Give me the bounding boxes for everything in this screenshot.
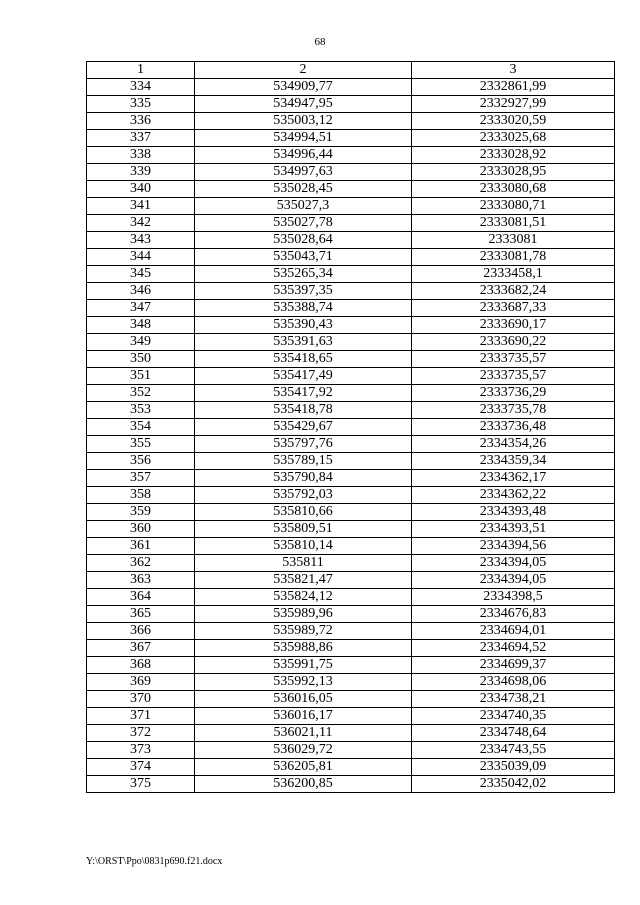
point-number-cell: 351 <box>87 368 195 385</box>
table-row <box>87 725 615 742</box>
coordinate-x-cell: 535797,76 <box>195 436 412 453</box>
table-row <box>87 759 615 776</box>
point-number-cell: 366 <box>87 623 195 640</box>
coordinate-y-cell: 2333735,57 <box>412 351 615 368</box>
coordinate-y-cell: 2334394,05 <box>412 572 615 589</box>
coordinate-x-cell: 535391,63 <box>195 334 412 351</box>
coordinate-x-cell: 535811 <box>195 555 412 572</box>
table-row <box>87 215 615 232</box>
coordinate-x-cell: 535809,51 <box>195 521 412 538</box>
coordinate-y-cell: 2335042,02 <box>412 776 615 793</box>
coordinate-y-cell: 2333736,29 <box>412 385 615 402</box>
table-row <box>87 334 615 351</box>
point-number-cell: 347 <box>87 300 195 317</box>
table-row <box>87 79 615 96</box>
coordinate-y-cell: 2333028,95 <box>412 164 615 181</box>
table-row <box>87 521 615 538</box>
coordinate-x-cell: 536205,81 <box>195 759 412 776</box>
coordinate-x-cell: 535992,13 <box>195 674 412 691</box>
point-number-cell: 371 <box>87 708 195 725</box>
coordinate-y-cell: 2334394,56 <box>412 538 615 555</box>
coordinate-y-cell: 2334740,35 <box>412 708 615 725</box>
point-number-cell: 368 <box>87 657 195 674</box>
coordinate-y-cell: 2333682,24 <box>412 283 615 300</box>
coordinate-x-cell: 534909,77 <box>195 79 412 96</box>
coordinate-y-cell: 2334393,48 <box>412 504 615 521</box>
coordinate-y-cell: 2334359,34 <box>412 453 615 470</box>
coordinate-y-cell: 2333735,78 <box>412 402 615 419</box>
coordinate-y-cell: 2334748,64 <box>412 725 615 742</box>
table-row <box>87 589 615 606</box>
table-row <box>87 572 615 589</box>
coordinate-y-cell: 2333081,78 <box>412 249 615 266</box>
coordinate-x-cell: 535989,96 <box>195 606 412 623</box>
coordinate-y-cell: 2334698,06 <box>412 674 615 691</box>
point-number-cell: 363 <box>87 572 195 589</box>
table-row <box>87 249 615 266</box>
coordinate-y-cell: 2334699,37 <box>412 657 615 674</box>
point-number-cell: 356 <box>87 453 195 470</box>
coordinate-y-cell: 2334398,5 <box>412 589 615 606</box>
point-number-cell: 358 <box>87 487 195 504</box>
coordinate-y-cell: 2333080,68 <box>412 181 615 198</box>
coordinate-x-cell: 535028,64 <box>195 232 412 249</box>
table-row <box>87 283 615 300</box>
coordinate-y-cell: 2334676,83 <box>412 606 615 623</box>
table-row <box>87 708 615 725</box>
footer-file-path: Y:\ORST\Ppo\0831p690.f21.docx <box>86 856 223 867</box>
point-number-cell: 365 <box>87 606 195 623</box>
point-number-cell: 357 <box>87 470 195 487</box>
point-number-cell: 354 <box>87 419 195 436</box>
coordinate-x-cell: 535043,71 <box>195 249 412 266</box>
coordinate-y-cell: 2333025,68 <box>412 130 615 147</box>
coordinate-y-cell: 2333028,92 <box>412 147 615 164</box>
table-row <box>87 691 615 708</box>
coordinate-x-cell: 536016,17 <box>195 708 412 725</box>
point-number-cell: 360 <box>87 521 195 538</box>
table-row <box>87 113 615 130</box>
coordinate-x-cell: 535027,3 <box>195 198 412 215</box>
point-number-cell: 364 <box>87 589 195 606</box>
point-number-cell: 344 <box>87 249 195 266</box>
point-number-cell: 340 <box>87 181 195 198</box>
coordinate-x-cell: 536029,72 <box>195 742 412 759</box>
coordinate-x-cell: 535821,47 <box>195 572 412 589</box>
column-header-3: 3 <box>412 62 615 79</box>
coordinates-table <box>86 61 615 793</box>
coordinate-y-cell: 2334738,21 <box>412 691 615 708</box>
table-row <box>87 164 615 181</box>
table-row <box>87 776 615 793</box>
coordinate-y-cell: 2333020,59 <box>412 113 615 130</box>
point-number-cell: 359 <box>87 504 195 521</box>
point-number-cell: 335 <box>87 96 195 113</box>
coordinate-x-cell: 535418,65 <box>195 351 412 368</box>
point-number-cell: 349 <box>87 334 195 351</box>
coordinate-x-cell: 535790,84 <box>195 470 412 487</box>
point-number-cell: 375 <box>87 776 195 793</box>
point-number-cell: 361 <box>87 538 195 555</box>
coordinate-x-cell: 535390,43 <box>195 317 412 334</box>
coordinate-y-cell: 2332927,99 <box>412 96 615 113</box>
coordinate-x-cell: 534994,51 <box>195 130 412 147</box>
point-number-cell: 372 <box>87 725 195 742</box>
coordinate-x-cell: 535789,15 <box>195 453 412 470</box>
coordinate-y-cell: 2332861,99 <box>412 79 615 96</box>
point-number-cell: 369 <box>87 674 195 691</box>
point-number-cell: 373 <box>87 742 195 759</box>
point-number-cell: 346 <box>87 283 195 300</box>
point-number-cell: 337 <box>87 130 195 147</box>
point-number-cell: 343 <box>87 232 195 249</box>
coordinate-y-cell: 2334694,01 <box>412 623 615 640</box>
coordinate-x-cell: 535810,14 <box>195 538 412 555</box>
table-body <box>87 79 615 793</box>
table-row <box>87 232 615 249</box>
coordinate-x-cell: 535792,03 <box>195 487 412 504</box>
column-header-1: 1 <box>87 62 195 79</box>
table-row <box>87 436 615 453</box>
coordinate-x-cell: 535417,92 <box>195 385 412 402</box>
point-number-cell: 339 <box>87 164 195 181</box>
table-row <box>87 181 615 198</box>
coordinate-x-cell: 535418,78 <box>195 402 412 419</box>
table-row <box>87 623 615 640</box>
point-number-cell: 370 <box>87 691 195 708</box>
coordinate-x-cell: 534996,44 <box>195 147 412 164</box>
table-row <box>87 657 615 674</box>
coordinate-x-cell: 535824,12 <box>195 589 412 606</box>
point-number-cell: 362 <box>87 555 195 572</box>
coordinate-y-cell: 2334354,26 <box>412 436 615 453</box>
table-row <box>87 674 615 691</box>
coordinate-x-cell: 534947,95 <box>195 96 412 113</box>
coordinate-x-cell: 535397,35 <box>195 283 412 300</box>
coordinate-y-cell: 2333687,33 <box>412 300 615 317</box>
point-number-cell: 374 <box>87 759 195 776</box>
column-header-2: 2 <box>195 62 412 79</box>
coordinate-x-cell: 535027,78 <box>195 215 412 232</box>
table-row <box>87 555 615 572</box>
table-row <box>87 419 615 436</box>
coordinate-y-cell: 2333735,57 <box>412 368 615 385</box>
coordinate-x-cell: 536016,05 <box>195 691 412 708</box>
coordinate-y-cell: 2333690,22 <box>412 334 615 351</box>
coordinate-x-cell: 535429,67 <box>195 419 412 436</box>
coordinate-y-cell: 2333458,1 <box>412 266 615 283</box>
coordinate-y-cell: 2334694,52 <box>412 640 615 657</box>
point-number-cell: 342 <box>87 215 195 232</box>
coordinate-x-cell: 535810,66 <box>195 504 412 521</box>
coordinate-x-cell: 536021,11 <box>195 725 412 742</box>
table-row <box>87 368 615 385</box>
coordinate-y-cell: 2334743,55 <box>412 742 615 759</box>
table-row <box>87 402 615 419</box>
coordinate-y-cell: 2333080,71 <box>412 198 615 215</box>
coordinate-y-cell: 2334394,05 <box>412 555 615 572</box>
table-row <box>87 640 615 657</box>
table-row <box>87 317 615 334</box>
table-row <box>87 487 615 504</box>
point-number-cell: 336 <box>87 113 195 130</box>
coordinate-y-cell: 2333736,48 <box>412 419 615 436</box>
coordinate-x-cell: 535265,34 <box>195 266 412 283</box>
coordinate-y-cell: 2333081,51 <box>412 215 615 232</box>
point-number-cell: 355 <box>87 436 195 453</box>
point-number-cell: 353 <box>87 402 195 419</box>
point-number-cell: 338 <box>87 147 195 164</box>
coordinate-x-cell: 535388,74 <box>195 300 412 317</box>
point-number-cell: 367 <box>87 640 195 657</box>
table-row <box>87 130 615 147</box>
coordinate-y-cell: 2334362,17 <box>412 470 615 487</box>
coordinate-y-cell: 2335039,09 <box>412 759 615 776</box>
coordinate-x-cell: 535991,75 <box>195 657 412 674</box>
point-number-cell: 345 <box>87 266 195 283</box>
table-row <box>87 266 615 283</box>
page-number: 68 <box>314 36 326 48</box>
point-number-cell: 350 <box>87 351 195 368</box>
coordinate-x-cell: 536200,85 <box>195 776 412 793</box>
point-number-cell: 334 <box>87 79 195 96</box>
coordinate-x-cell: 535003,12 <box>195 113 412 130</box>
table-row <box>87 300 615 317</box>
table-row <box>87 538 615 555</box>
coordinate-y-cell: 2334362,22 <box>412 487 615 504</box>
table-row <box>87 198 615 215</box>
table-row <box>87 351 615 368</box>
table-row <box>87 470 615 487</box>
table-row <box>87 453 615 470</box>
table-row <box>87 742 615 759</box>
point-number-cell: 348 <box>87 317 195 334</box>
table-row <box>87 96 615 113</box>
table-row <box>87 504 615 521</box>
coordinate-y-cell: 2333690,17 <box>412 317 615 334</box>
coordinate-y-cell: 2333081 <box>412 232 615 249</box>
coordinate-x-cell: 535417,49 <box>195 368 412 385</box>
coordinate-y-cell: 2334393,51 <box>412 521 615 538</box>
coordinate-x-cell: 535989,72 <box>195 623 412 640</box>
coordinate-x-cell: 535988,86 <box>195 640 412 657</box>
table-header-row <box>87 62 615 79</box>
table-row <box>87 606 615 623</box>
point-number-cell: 341 <box>87 198 195 215</box>
point-number-cell: 352 <box>87 385 195 402</box>
coordinate-x-cell: 534997,63 <box>195 164 412 181</box>
coordinate-x-cell: 535028,45 <box>195 181 412 198</box>
table-row <box>87 147 615 164</box>
table-row <box>87 385 615 402</box>
